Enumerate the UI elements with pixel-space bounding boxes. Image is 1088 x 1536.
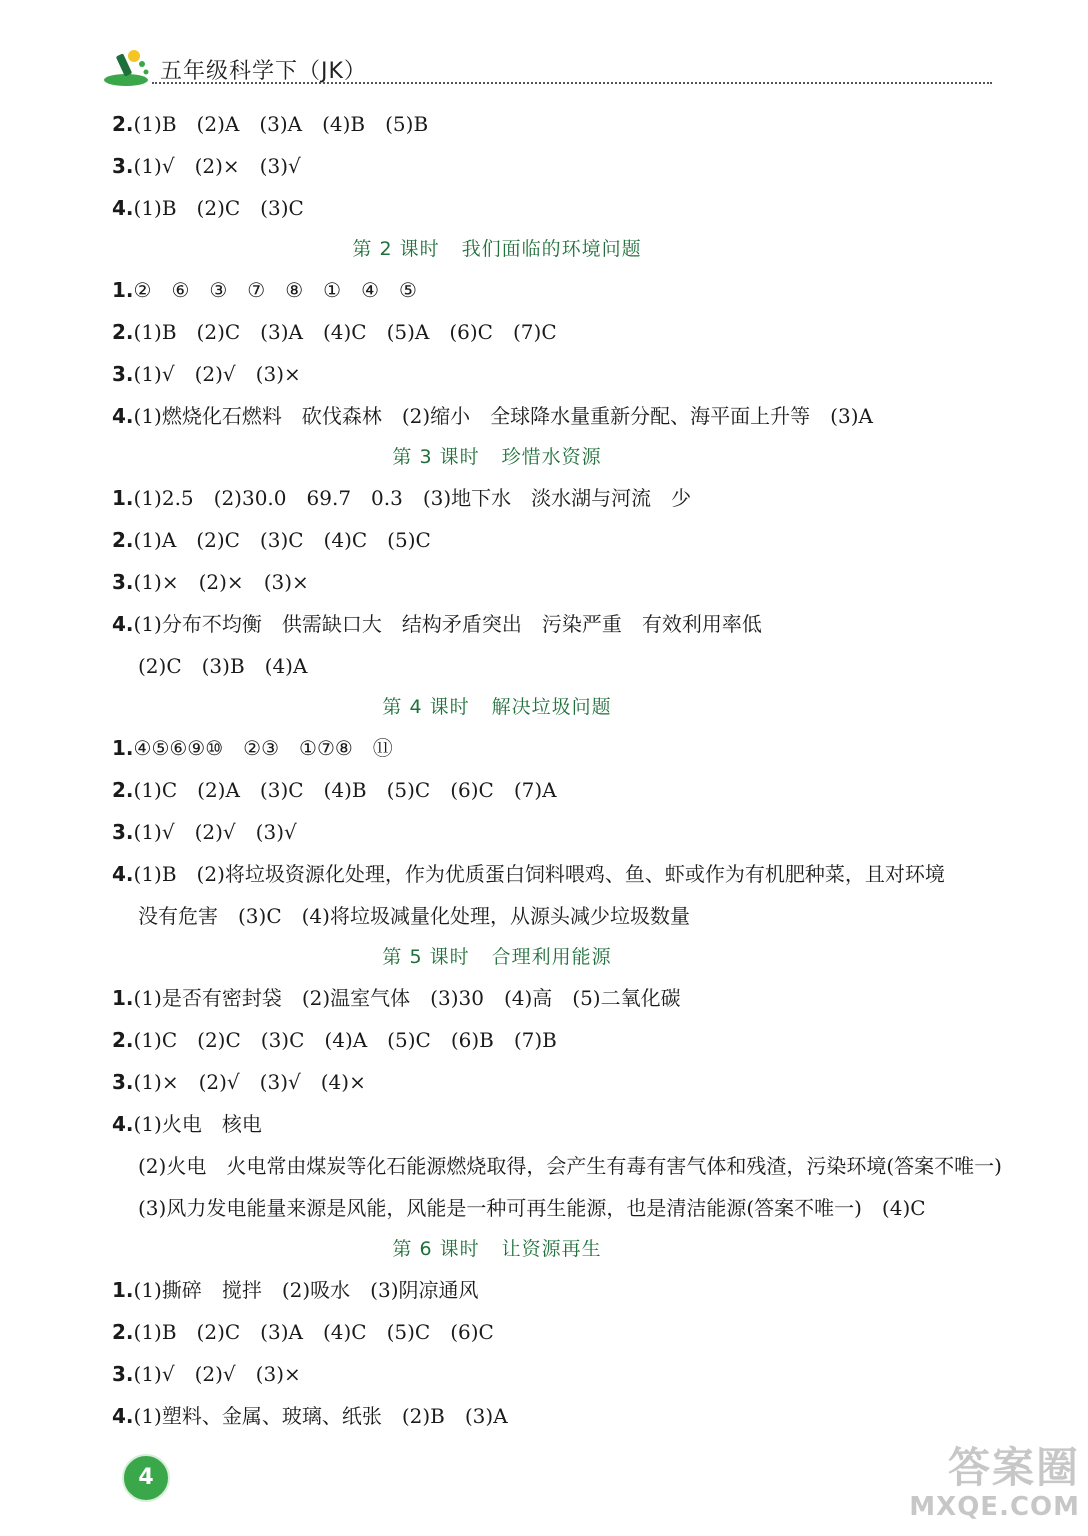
answer-text: (1)燃烧化石燃料 砍伐森林 (2)缩小 全球降水量重新分配、海平面上升等 (3)A xyxy=(133,404,873,428)
question-number: 3. xyxy=(112,154,134,178)
lesson-topic: 合理利用能源 xyxy=(491,946,612,968)
header-dotted-rule xyxy=(152,82,992,84)
answer-text: (1)撕碎 搅拌 (2)吸水 (3)阴凉通风 xyxy=(133,1278,479,1302)
answer-text: (1)C (2)A (3)C (4)B (5)C (6)C (7)A xyxy=(133,778,557,802)
lesson-title xyxy=(112,229,1012,269)
answer-line xyxy=(112,603,1012,645)
answer-line xyxy=(112,103,1012,145)
answer-text: 没有危害 (3)C (4)将垃圾减量化处理，从源头减少垃圾数量 xyxy=(138,904,690,928)
question-number: 4. xyxy=(112,1404,134,1428)
question-number: 3. xyxy=(112,1070,134,1094)
question-number: 4. xyxy=(112,404,134,428)
answer-line xyxy=(112,145,1012,187)
answer-line xyxy=(112,311,1012,353)
page-number-badge: 4 xyxy=(122,1454,170,1502)
answer-line xyxy=(112,1103,1012,1145)
question-number: 3. xyxy=(112,820,134,844)
answer-content xyxy=(112,103,1012,1437)
question-number: 1. xyxy=(112,1278,134,1302)
question-number: 4. xyxy=(112,862,134,886)
answer-text: (1)√ (2)√ (3)× xyxy=(133,362,301,386)
answer-line xyxy=(112,1353,1012,1395)
answer-text: (1)A (2)C (3)C (4)C (5)C xyxy=(133,528,431,552)
answer-line xyxy=(112,519,1012,561)
question-number: 2. xyxy=(112,778,134,802)
answer-continuation xyxy=(112,1187,1012,1229)
lesson-number: 第 6 课时 xyxy=(392,1238,480,1260)
answer-line xyxy=(112,187,1012,229)
answer-text: (1)B (2)将垃圾资源化处理，作为优质蛋白饲料喂鸡、鱼、虾或作为有机肥种菜，且对环境 xyxy=(133,862,945,886)
lesson-topic: 我们面临的环境问题 xyxy=(461,238,642,260)
question-number: 1. xyxy=(112,736,134,760)
watermark-bottom-text: MXQE.COM xyxy=(909,1492,1080,1522)
answer-text: (1)火电 核电 xyxy=(133,1112,262,1136)
answer-text: (1)B (2)C (3)A (4)C (5)C (6)C xyxy=(133,1320,494,1344)
question-number: 4. xyxy=(112,1112,134,1136)
question-number: 2. xyxy=(112,112,134,136)
answer-line xyxy=(112,811,1012,853)
lesson-number: 第 3 课时 xyxy=(392,446,480,468)
answer-line xyxy=(112,853,1012,895)
answer-line xyxy=(112,477,1012,519)
answer-text: ② ⑥ ③ ⑦ ⑧ ① ④ ⑤ xyxy=(133,278,417,302)
lesson-title xyxy=(112,687,1012,727)
answer-text: (1)是否有密封袋 (2)温室气体 (3)30 (4)高 (5)二氧化碳 xyxy=(133,986,681,1010)
lesson-topic: 让资源再生 xyxy=(501,1238,602,1260)
lesson-number: 第 2 课时 xyxy=(352,238,440,260)
answer-line xyxy=(112,727,1012,769)
answer-text: (1)分布不均衡 供需缺口大 结构矛盾突出 污染严重 有效利用率低 xyxy=(133,612,762,636)
lesson-number: 第 4 课时 xyxy=(382,696,470,718)
question-number: 3. xyxy=(112,1362,134,1386)
answer-line xyxy=(112,395,1012,437)
question-number: 4. xyxy=(112,196,134,220)
answer-text: (1)√ (2)√ (3)√ xyxy=(133,820,297,844)
answer-text: (1)B (2)C (3)A (4)C (5)A (6)C (7)C xyxy=(133,320,557,344)
watermark-top-text: 答案圈 xyxy=(947,1443,1080,1492)
answer-text: (2)火电 火电常由煤炭等化石能源燃烧取得，会产生有毒有害气体和残渣，污染环境(答案不唯一) xyxy=(138,1154,1002,1178)
answer-text: (1)C (2)C (3)C (4)A (5)C (6)B (7)B xyxy=(133,1028,557,1052)
answer-line xyxy=(112,977,1012,1019)
answer-text: (1)√ (2)× (3)√ xyxy=(133,154,301,178)
answer-line xyxy=(112,1311,1012,1353)
answer-text: (1)2.5 (2)30.0 69.7 0.3 (3)地下水 淡水湖与河流 少 xyxy=(133,486,692,510)
answer-line xyxy=(112,1269,1012,1311)
answer-text: ④⑤⑥⑨⑩ ②③ ①⑦⑧ ⑪ xyxy=(133,736,393,760)
question-number: 1. xyxy=(112,486,134,510)
answer-continuation xyxy=(112,645,1012,687)
answer-text: (1)√ (2)√ (3)× xyxy=(133,1362,301,1386)
answer-text: (1)× (2)× (3)× xyxy=(133,570,309,594)
lesson-topic: 珍惜水资源 xyxy=(501,446,602,468)
answer-text: (1)B (2)C (3)C xyxy=(133,196,304,220)
question-number: 2. xyxy=(112,320,134,344)
answer-line xyxy=(112,353,1012,395)
answer-line xyxy=(112,1019,1012,1061)
answer-text: (1)B (2)A (3)A (4)B (5)B xyxy=(133,112,429,136)
answer-line xyxy=(112,1395,1012,1437)
answer-continuation xyxy=(112,895,1012,937)
lesson-number: 第 5 课时 xyxy=(382,946,470,968)
question-number: 2. xyxy=(112,528,134,552)
question-number: 2. xyxy=(112,1320,134,1344)
book-title: 五年级科学下（JK） xyxy=(160,59,367,84)
lesson-title xyxy=(112,937,1012,977)
answer-line xyxy=(112,769,1012,811)
page-header xyxy=(102,44,992,90)
answer-continuation xyxy=(112,1145,1012,1187)
lesson-title xyxy=(112,437,1012,477)
lesson-topic: 解决垃圾问题 xyxy=(491,696,612,718)
lesson-title xyxy=(112,1229,1012,1269)
question-number: 3. xyxy=(112,570,134,594)
microscope-logo-icon xyxy=(102,46,152,88)
question-number: 2. xyxy=(112,1028,134,1052)
question-number: 1. xyxy=(112,278,134,302)
answer-text: (3)风力发电能量来源是风能，风能是一种可再生能源，也是清洁能源(答案不唯一) (4)C xyxy=(138,1196,926,1220)
question-number: 1. xyxy=(112,986,134,1010)
answer-line xyxy=(112,269,1012,311)
watermark xyxy=(900,1444,1080,1530)
answer-text: (1)塑料、金属、玻璃、纸张 (2)B (3)A xyxy=(133,1404,508,1428)
answer-text: (1)× (2)√ (3)√ (4)× xyxy=(133,1070,366,1094)
question-number: 3. xyxy=(112,362,134,386)
answer-line xyxy=(112,1061,1012,1103)
answer-line xyxy=(112,561,1012,603)
question-number: 4. xyxy=(112,612,134,636)
answer-text: (2)C (3)B (4)A xyxy=(138,654,308,678)
